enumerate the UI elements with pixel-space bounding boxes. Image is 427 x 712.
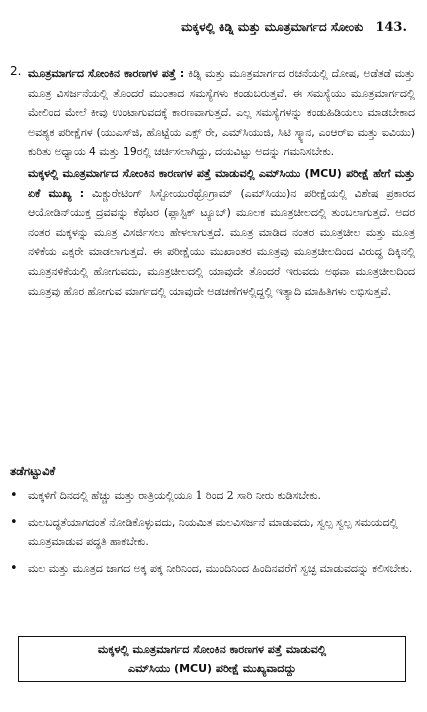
prevention-heading: ತಡೆಗಟ್ಟುವಿಕೆ	[10, 464, 56, 478]
item-number: 2.	[10, 64, 22, 78]
bullet-icon: •	[10, 488, 18, 503]
item-paragraph	[28, 64, 415, 162]
item-body: ಕಿಡ್ನಿ ಮತ್ತು ಮೂತ್ರಮಾರ್ಗದ ರಚನೆಯಲ್ಲಿ ದೋಷ, ಅಡೆತಡೆ ಮತ್ತು ಮೂತ್ರ ವಿಸರ್ಜನೆಯಲ್ಲಿ ತೊಂದರೆ ಮುಂತಾದ ಸಮಸ್ಯೆಗಳು ಕಂಡುಬರುತ್ತವೆ. ಈ ಸಮಸ್ಯೆಯು ಮೂತ್ರಮಾರ್ಗದಲ್ಲಿ ಮೇಲಿಂದ ಮೇಲೆ ಕೀವು ಉಂಟಾಗುವದಕ್ಕೆ ಕಾರಣವಾಗುತ್ತದೆ. ಎಲ್ಲ ಸಮಸ್ಯೆಗಳನ್ನು ಕಂಡುಹಿಡಿಯಲು ಮಾಡಬೇಕಾದ ಅವಶ್ಯಕ ಪರೀಕ್ಷೆಗಳ (ಯುಎಸ್‌ಜಿ, ಹೊಟ್ಟೆಯ ಎಕ್ಸ್ ರೇ, ಎಮ್‌ಸಿಯುಜಿ, ಸಿಟಿ ಸ್ಕ್ಯಾನ, ಎಂಆರ್‌ಐ ಮತ್ತು ಐವಿಯು) ಕುರಿತು ಅಧ್ಯಾಯ 4 ಮತ್ತು 19ರಲ್ಲಿ ಚರ್ಚಿಸಲಾಗಿದ್ದು, ದಯವಿಟ್ಟು ಅದನ್ನು ಗಮನಿಸಬೇಕು.	[28, 67, 415, 159]
bullet-icon: •	[10, 514, 18, 530]
page-number: 143.	[375, 20, 407, 35]
bullet-icon: •	[10, 560, 18, 576]
list-item: • ಮಲಬದ್ಧತೆಯಾಗದಂತೆ ನೋಡಿಕೊಳ್ಳುವದು, ನಿಯಮಿತ ಮಲವಿಸರ್ಜನೆ ಮಾಡುವದು, ಸ್ವಲ್ಪ ಸ್ವಲ್ಪ ಸಮಯದಲ್ಲಿ ಮೂತ್ರಮಾಡುವ ಪದ್ಧತಿ ಹಾಕಬೇಕು.	[10, 514, 398, 549]
prevention-list	[8, 486, 413, 585]
highlight-line-1: ಮಕ್ಕಳಲ್ಲಿ ಮೂತ್ರಮಾರ್ಗದ ಸೋಂಕಿನ ಕಾರಣಗಳ ಪತ್ತೆ ಮಾಡುವಲ್ಲಿ	[97, 643, 327, 656]
running-header	[20, 20, 407, 35]
list-item: • ಮಕ್ಕಳಿಗೆ ದಿನದಲ್ಲಿ ಹೆಚ್ಚು ಮತ್ತು ರಾತ್ರಿಯಲ್ಲಿಯೂ 1 ರಿಂದ 2 ಸಾರಿ ನೀರು ಕುಡಿಸಬೇಕು.	[8, 486, 413, 506]
chapter-title: ಮಕ್ಕಳಲ್ಲಿ ಕಿಡ್ನಿ ಮತ್ತು ಮೂತ್ರಮಾರ್ಗದ ಸೋಂಕು	[181, 20, 364, 34]
mcu-lead: ಮಕ್ಕಳಲ್ಲಿ ಮೂತ್ರಮಾರ್ಗದ ಸೋಂಕಿನ ಕಾರಣಗಳ ಪತ್ತೆ ಮಾಡುವಲ್ಲಿ ಎಮ್‌ಸಿಯು (MCU) ಪರೀಕ್ಷೆ ಹೇಗೆ ಮತ್ತು ಏಕೆ ಮುಖ್ಯ :	[28, 166, 415, 200]
list-item: • ಮಲ ಮತ್ತು ಮೂತ್ರದ ಜಾಗದ ಅಕ್ಕ ಪಕ್ಕ ನೀರಿನಿಂದ, ಮುಂದಿನಿಂದ ಹಿಂದಿನವರೆಗೆ ಸ್ವಚ್ಛ ಮಾಡುವದನ್ನು ಕಲಿಸಬೇಕು.	[8, 559, 413, 579]
highlight-box	[18, 636, 406, 682]
item-lead: ಮೂತ್ರಮಾರ್ಗದ ಸೋಂಕಿನ ಕಾರಣಗಳ ಪತ್ತೆ :	[28, 67, 185, 80]
mcu-body: ಮಿಕ್ಚುರೇಟಿಂಗ್ ಸಿಸ್ಟೋಯುರೆಥ್ರೊಗ್ರಾಮ್ (ಎಮ್‌ಸಿಯು)ನ ಪರೀಕ್ಷೆಯಲ್ಲಿ ವಿಶೇಷ ಪ್ರಕಾರದ ಆಯೋಡಿನ್‌ಯುಕ್ತ ದ್ರವವನ್ನು ಕೆಥೆಟರ (ಪ್ಲಾಸ್ಟಿಕ್ ಟ್ಯೂಬ್) ಮೂಲಕ ಮೂತ್ರಚೀಲದಲ್ಲಿ ತುಂಬಲಾಗುತ್ತದೆ. ಅದರ ನಂತರ ಮಕ್ಕಳನ್ನು ಮೂತ್ರ ವಿಸರ್ಜಿಸಲು ಹೇಳಲಾಗುತ್ತದೆ. ಮೂತ್ರ ಮಾಡಿದ ನಂತರ ಮೂತ್ರಚೀಲ ಮತ್ತು ಮೂತ್ರ ನಳಿಕೆಯ ಎಕ್ಸರೇ ಮಾಡಲಾಗುತ್ತದೆ. ಈ ಪರೀಕ್ಷೆಯು ಮುಖಾಂತರ ಮೂತ್ರವು ಮೂತ್ರಚೀಲದಿಂದ ವಿರುದ್ಧ ದಿಕ್ಕಿನಲ್ಲಿ ಮೂತ್ರನಳಿಕೆಯಲ್ಲಿ ಹೋಗುವದು, ಮೂತ್ರಚೀಲದಲ್ಲಿ ಯಾವುದೇ ತೊಂದರೆ ಇರುವದು ಅಥವಾ ಮೂತ್ರಚೀಲದಿಂದ ಮೂತ್ರವು ಹೊರ ಹೋಗುವ ಮಾರ್ಗದಲ್ಲಿ ಯಾವುದೇ ಅಡಚಣೆಗಳಲ್ಲಿದ್ದಲ್ಲಿ ಇತ್ಯಾದಿ ಮಾಹಿತಿಗಳು ಲಭಿಸುತ್ತವೆ.	[28, 186, 415, 298]
highlight-line-2: ಎಮ್‌ಸಿಯು (MCU) ಪರೀಕ್ಷೆ ಮುಖ್ಯವಾದದ್ದು	[128, 662, 296, 675]
mcu-paragraph	[28, 164, 415, 301]
numbered-item-2	[10, 64, 415, 301]
